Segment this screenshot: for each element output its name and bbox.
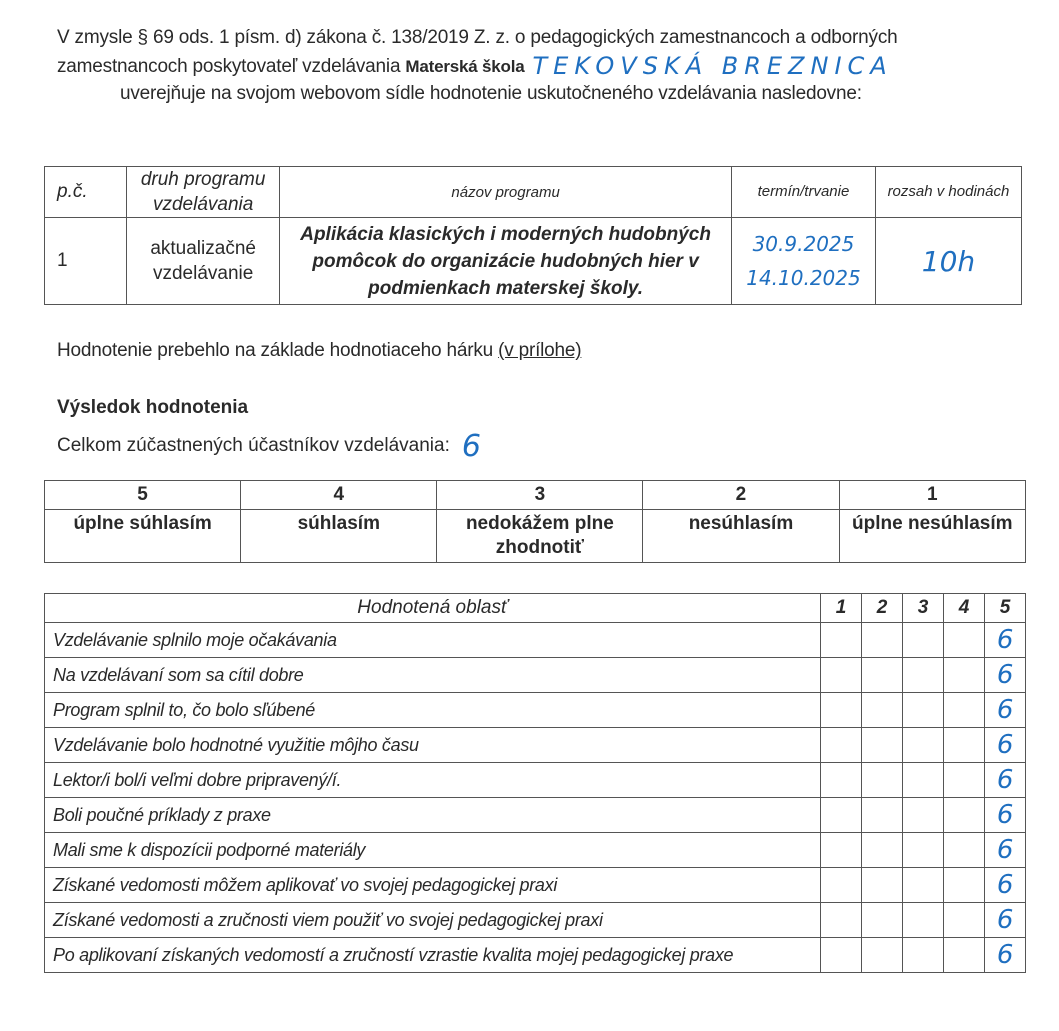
program-row [45, 218, 1022, 305]
score-cell-5 [985, 833, 1026, 868]
intro-line-2-prefix: zamestnancoch poskytovateľ vzdelávania [57, 56, 406, 77]
score-cell-5 [985, 798, 1026, 833]
score-cell-1 [821, 938, 862, 973]
header-score-2: 2 [862, 594, 903, 623]
scale-value-5: 5 [45, 481, 241, 510]
header-program-name: názov programu [280, 167, 732, 218]
score-count-handwritten: 6 [996, 800, 1014, 830]
score-cell-5 [985, 938, 1026, 973]
score-cell-4 [944, 623, 985, 658]
program-table [44, 166, 1022, 305]
evaluation-row [45, 903, 1026, 938]
score-cell-4 [944, 938, 985, 973]
header-score-1: 1 [821, 594, 862, 623]
score-cell-1 [821, 623, 862, 658]
score-cell-1 [821, 868, 862, 903]
evaluation-body [45, 623, 1026, 973]
evaluation-row [45, 623, 1026, 658]
score-cell-2 [862, 903, 903, 938]
date-to-handwritten: 14.10.2025 [746, 266, 861, 290]
score-cell-3 [903, 903, 944, 938]
score-count-handwritten: 6 [996, 940, 1014, 970]
scale-value-4: 4 [241, 481, 437, 510]
scale-label-3: nedokážem plne zhodnotiť [437, 510, 643, 563]
score-cell-3 [903, 868, 944, 903]
evaluation-table [44, 593, 1026, 973]
score-cell-1 [821, 903, 862, 938]
scale-value-2: 2 [643, 481, 839, 510]
evaluated-area: Lektor/i bol/i veľmi dobre pripravený/í. [45, 763, 821, 798]
scale-label-2: nesúhlasím [643, 510, 839, 563]
score-cell-3 [903, 938, 944, 973]
evaluation-row [45, 798, 1026, 833]
scale-label-4: súhlasím [241, 510, 437, 563]
score-cell-5 [985, 728, 1026, 763]
evaluation-row [45, 728, 1026, 763]
score-cell-2 [862, 728, 903, 763]
score-cell-4 [944, 903, 985, 938]
score-cell-2 [862, 693, 903, 728]
score-cell-2 [862, 763, 903, 798]
evaluated-area: Mali sme k dispozícii podporné materiály [45, 833, 821, 868]
program-type: aktualizačné vzdelávanie [127, 218, 280, 305]
score-cell-2 [862, 868, 903, 903]
date-from-handwritten: 30.9.2025 [752, 232, 855, 256]
scale-labels-row [45, 510, 1026, 563]
score-cell-1 [821, 658, 862, 693]
program-dates [732, 218, 876, 305]
score-count-handwritten: 6 [996, 870, 1014, 900]
intro-line-1: V zmysle § 69 ods. 1 písm. d) zákona č. 138/2019 Z. z. o pedagogických zamestnancoch a odborných [57, 27, 898, 48]
score-cell-5 [985, 763, 1026, 798]
score-cell-2 [862, 938, 903, 973]
score-cell-4 [944, 763, 985, 798]
evaluated-area: Získané vedomosti a zručnosti viem použiť vo svojej pedagogickej praxi [45, 903, 821, 938]
score-cell-2 [862, 798, 903, 833]
score-count-handwritten: 6 [996, 905, 1014, 935]
scale-values-row [45, 481, 1026, 510]
evaluated-area: Po aplikovaní získaných vedomostí a zručností vzrastie kvalita mojej pedagogickej praxe [45, 938, 821, 973]
score-cell-1 [821, 833, 862, 868]
result-title: Výsledok hodnotenia [57, 397, 249, 418]
program-number: 1 [45, 218, 127, 305]
participants-line [57, 424, 481, 464]
evaluated-area: Vzdelávanie splnilo moje očakávania [45, 623, 821, 658]
participants-label: Celkom zúčastnených účastníkov vzdelávania: [57, 435, 450, 456]
participants-count-handwritten: 6 [461, 429, 481, 464]
header-score-5: 5 [985, 594, 1026, 623]
score-cell-3 [903, 693, 944, 728]
attachment-link[interactable]: (v prílohe) [498, 340, 582, 361]
evaluated-area: Program splnil to, čo bolo sľúbené [45, 693, 821, 728]
score-count-handwritten: 6 [996, 625, 1014, 655]
score-cell-5 [985, 903, 1026, 938]
evaluation-row [45, 938, 1026, 973]
evaluated-area: Na vzdelávaní som sa cítil dobre [45, 658, 821, 693]
scale-value-1: 1 [839, 481, 1025, 510]
header-score-4: 4 [944, 594, 985, 623]
evaluation-row [45, 763, 1026, 798]
header-score-3: 3 [903, 594, 944, 623]
header-program-type: druh programu vzdelávania [127, 167, 280, 218]
score-count-handwritten: 6 [996, 695, 1014, 725]
evaluated-area: Získané vedomosti môžem aplikovať vo svojej pedagogickej praxi [45, 868, 821, 903]
scale-label-1: úplne nesúhlasím [839, 510, 1025, 563]
score-cell-1 [821, 728, 862, 763]
score-cell-4 [944, 868, 985, 903]
program-table-header [45, 167, 1022, 218]
score-cell-4 [944, 658, 985, 693]
header-hours: rozsah v hodinách [875, 167, 1021, 218]
intro-line-3: uverejňuje na svojom webovom sídle hodnotenie uskutočneného vzdelávania nasledovne: [120, 83, 862, 104]
evaluation-row [45, 868, 1026, 903]
score-count-handwritten: 6 [996, 835, 1014, 865]
evaluation-row [45, 693, 1026, 728]
score-cell-2 [862, 658, 903, 693]
score-cell-4 [944, 728, 985, 763]
score-cell-4 [944, 798, 985, 833]
score-cell-3 [903, 623, 944, 658]
score-count-handwritten: 6 [996, 660, 1014, 690]
rating-scale-table [44, 480, 1026, 563]
score-cell-1 [821, 798, 862, 833]
score-cell-2 [862, 833, 903, 868]
score-count-handwritten: 6 [996, 765, 1014, 795]
score-cell-1 [821, 693, 862, 728]
scale-value-3: 3 [437, 481, 643, 510]
score-cell-3 [903, 833, 944, 868]
score-cell-1 [821, 763, 862, 798]
intro-line-2 [57, 51, 1017, 80]
score-cell-5 [985, 658, 1026, 693]
evaluation-note-text: Hodnotenie prebehlo na základe hodnotiaceho hárku [57, 340, 499, 361]
school-label: Materská škola [405, 57, 525, 76]
program-hours [875, 218, 1021, 305]
score-cell-3 [903, 763, 944, 798]
score-count-handwritten: 6 [996, 730, 1014, 760]
score-cell-3 [903, 658, 944, 693]
evaluation-row [45, 658, 1026, 693]
evaluation-note [57, 340, 581, 362]
score-cell-3 [903, 798, 944, 833]
score-cell-3 [903, 728, 944, 763]
score-cell-5 [985, 868, 1026, 903]
evaluation-header-row [45, 594, 1026, 623]
score-cell-5 [985, 623, 1026, 658]
score-cell-2 [862, 623, 903, 658]
header-date: termín/trvanie [732, 167, 876, 218]
header-evaluated-area: Hodnotená oblasť [45, 594, 821, 623]
hours-handwritten: 10h [921, 244, 976, 278]
scale-label-5: úplne súhlasím [45, 510, 241, 563]
score-cell-4 [944, 833, 985, 868]
header-number: p.č. [45, 167, 127, 218]
evaluated-area: Boli poučné príklady z praxe [45, 798, 821, 833]
evaluation-row [45, 833, 1026, 868]
program-name: Aplikácia klasických i moderných hudobných pomôcok do organizácie hudobných hier v podmienkach materskej školy. [280, 218, 732, 305]
intro-paragraph [57, 24, 1017, 107]
score-cell-4 [944, 693, 985, 728]
score-cell-5 [985, 693, 1026, 728]
school-name-handwritten: TEKOVSKÁ BREZNICA [532, 52, 893, 80]
evaluated-area: Vzdelávanie bolo hodnotné využitie môjho času [45, 728, 821, 763]
